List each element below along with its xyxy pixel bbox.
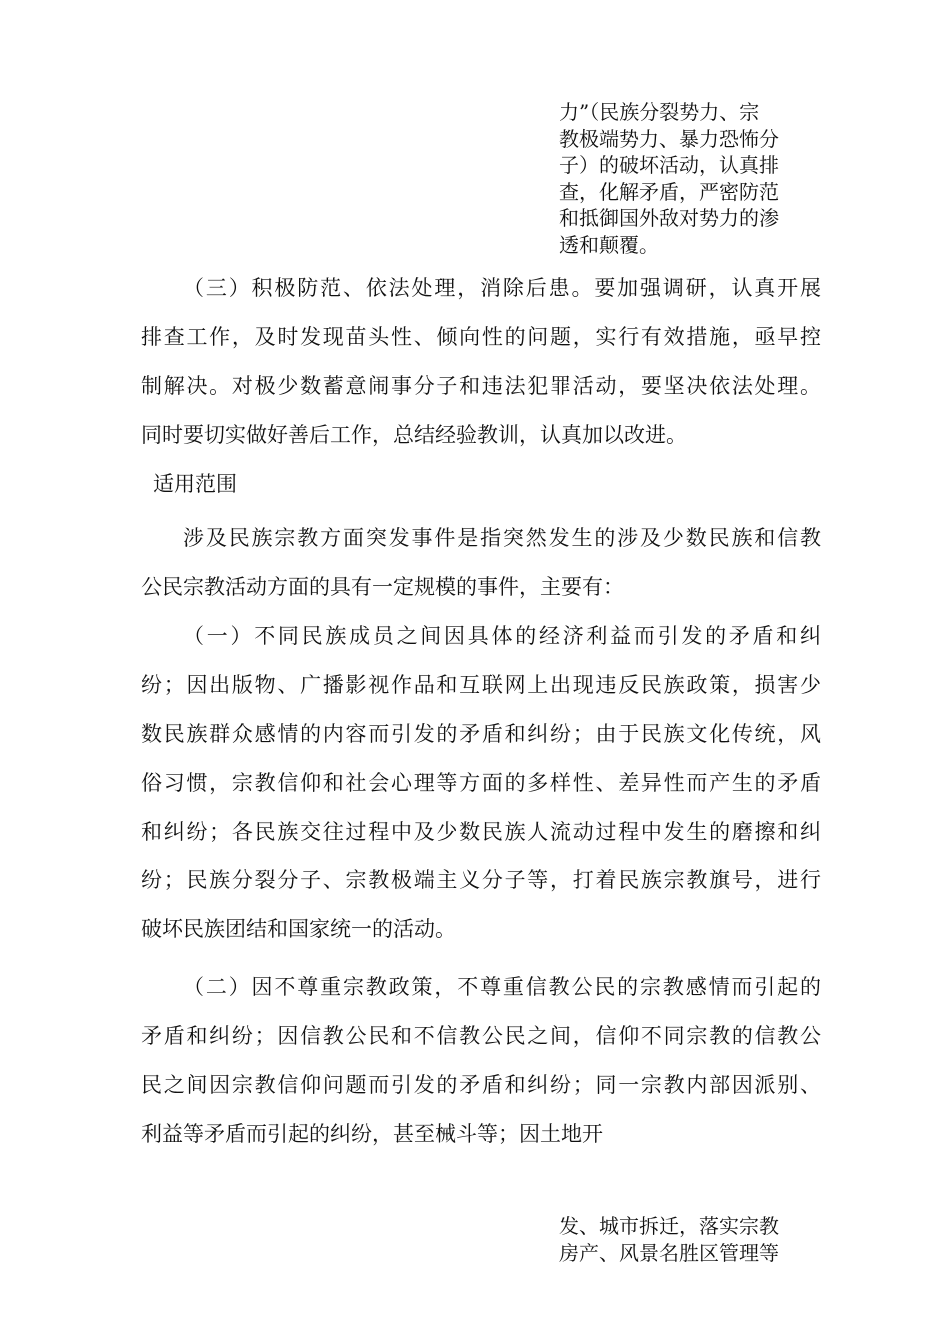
section-heading: 适用范围: [153, 472, 237, 496]
paragraph-line: （一）不同民族成员之间因具体的经济利益而引发的矛盾和纠: [183, 624, 821, 648]
paragraph-line: 俗习惯，宗教信仰和社会心理等方面的多样性、差异性而产生的矛盾: [141, 770, 821, 795]
paragraph-line: 矛盾和纠纷；因信教公民和不信教公民之间，信仰不同宗教的信教公: [141, 1023, 821, 1048]
fragment-line: 查，化解矛盾，严密防范: [559, 179, 779, 204]
paragraph-line: 和纠纷；各民族交往过程中及少数民族人流动过程中发生的磨擦和纠: [141, 819, 821, 844]
section-heading-scope: [141, 460, 821, 509]
paragraph-line: （三）积极防范、依法处理，消除后患。要加强调研，认真开展: [183, 276, 821, 300]
paragraph-line: 利益等矛盾而引起的纠纷，甚至械斗等；因土地开: [141, 1121, 603, 1146]
paragraph-line: 同时要切实做好善后工作，总结经验教训，认真加以改进。: [141, 422, 687, 447]
paragraph-two: [141, 963, 821, 1159]
paragraph-line: 排查工作，及时发现苗头性、倾向性的问题，实行有效措施，亟早控: [141, 324, 821, 349]
fragment-line: 透和颠覆。: [559, 232, 659, 257]
fragment-line: 发、城市拆迁，落实宗教: [559, 1214, 779, 1238]
fragment-line: 房产、风景名胜区管理等: [559, 1240, 779, 1265]
paragraph-line: 数民族群众感情的内容而引发的矛盾和纠纷；由于民族文化传统，风: [141, 721, 821, 746]
paragraph-definition: [141, 514, 821, 612]
paragraph-line: 纷；因出版物、广播影视作品和互联网上出现违反民族政策，损害少: [141, 672, 821, 697]
fragment-line: 和抵御国外敌对势力的渗: [559, 206, 779, 230]
paragraph-line: 民之间因宗教信仰问题而引发的矛盾和纠纷；同一宗教内部因派别、: [141, 1072, 821, 1097]
paragraph-line: 制解决。对极少数蓄意闹事分子和违法犯罪活动，要坚决依法处理。: [141, 373, 821, 398]
paragraph-three: [141, 264, 821, 460]
paragraph-line: 破坏民族团结和国家统一的活动。: [141, 917, 456, 942]
paragraph-one: [141, 612, 821, 954]
side-fragment-top: [559, 99, 819, 258]
paragraph-line: 公民宗教活动方面的具有一定规模的事件，主要有：: [141, 574, 624, 599]
fragment-line: 子）的破坏活动，认真排: [559, 153, 779, 177]
fragment-line: 教极端势力、暴力恐怖分: [559, 126, 779, 151]
paragraph-line: 纷；民族分裂分子、宗教极端主义分子等，打着民族宗教旗号，进行: [141, 868, 821, 893]
fragment-line: 力”（民族分裂势力、宗: [559, 100, 760, 124]
side-fragment-bottom: [559, 1213, 819, 1266]
paragraph-line: 涉及民族宗教方面突发事件是指突然发生的涉及少数民族和信教: [183, 526, 821, 550]
paragraph-line: （二）因不尊重宗教政策，不尊重信教公民的宗教感情而引起的: [183, 975, 821, 999]
